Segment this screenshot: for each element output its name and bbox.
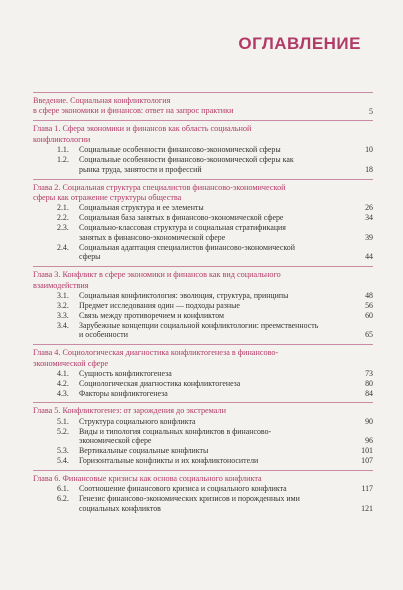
entry-number: 2.3. xyxy=(57,222,69,232)
toc-chapter xyxy=(33,403,373,470)
chapter-title: Глава 3. Конфликт в сфере экономики и финансов как вид социального xyxy=(33,270,281,280)
entry-title: Структура социального конфликта xyxy=(79,416,196,426)
toc-chapter xyxy=(33,121,373,178)
entry-title: Социальная база занятых в финансово-экономической сфере xyxy=(79,212,284,222)
toc-page-number: 26 xyxy=(365,202,373,212)
toc-entry xyxy=(33,504,373,514)
toc-entry xyxy=(33,369,373,379)
toc-page-number: 48 xyxy=(365,290,373,300)
toc-entry xyxy=(33,165,373,175)
entry-number: 3.4. xyxy=(57,320,69,330)
chapter-title: сферы как отражение структуры общества xyxy=(33,192,182,202)
toc-entry xyxy=(33,311,373,321)
chapter-title: Глава 2. Социальная структура специалистов финансово-экономической xyxy=(33,182,286,192)
entry-number: 2.4. xyxy=(57,242,69,252)
toc-page-number: 44 xyxy=(365,252,373,262)
entry-number: 6.1. xyxy=(57,484,69,494)
entry-title: Социальные особенности финансово-экономической сферы как xyxy=(79,154,294,164)
toc-entry xyxy=(33,446,373,456)
toc-page-number: 56 xyxy=(365,300,373,310)
toc-page-number: 34 xyxy=(365,212,373,222)
toc-page-number: 107 xyxy=(361,456,373,466)
entry-title: Соотношение финансового кризиса и социального конфликта xyxy=(79,484,287,494)
toc-page-number: 80 xyxy=(365,378,373,388)
entry-title: Факторы конфликтогенеза xyxy=(79,388,168,398)
toc-entry xyxy=(33,291,373,301)
entry-number: 4.1. xyxy=(57,368,69,378)
chapter-title: Глава 6. Финансовые кризисы как основа социального конфликта xyxy=(33,474,262,484)
toc-intro xyxy=(33,93,373,120)
entry-title: Виды и типология социальных конфликтов в финансово- xyxy=(79,426,272,436)
entry-number: 1.2. xyxy=(57,154,69,164)
toc-entry xyxy=(33,494,373,504)
toc-entry xyxy=(33,484,373,494)
toc-page-number: 5 xyxy=(369,107,373,117)
toc-entry xyxy=(33,456,373,466)
toc-intro-text: Введение. Социальная конфликтология xyxy=(33,96,171,105)
entry-title: Горизонтальные конфликты и их конфликтоносители xyxy=(79,456,259,466)
entry-title: занятых в финансово-экономической сфере xyxy=(79,232,226,242)
entry-title: Социальные особенности финансово-экономической сферы xyxy=(79,144,281,154)
toc-page-number: 65 xyxy=(365,330,373,340)
entry-number: 5.1. xyxy=(57,416,69,426)
entry-title: Сущность конфликтогенеза xyxy=(79,368,172,378)
entry-number: 5.3. xyxy=(57,446,69,456)
toc-page-number: 60 xyxy=(365,310,373,320)
toc-entry xyxy=(33,436,373,446)
entry-number: 3.1. xyxy=(57,290,69,300)
toc-chapter xyxy=(33,267,373,344)
toc-page-number: 18 xyxy=(365,164,373,174)
entry-title: экономической сфере xyxy=(79,436,152,446)
entry-title: Социальная структура и ее элементы xyxy=(79,202,204,212)
entry-title: Связь между противоречием и конфликтом xyxy=(79,310,225,320)
toc-entry xyxy=(33,213,373,223)
chapter-title: Глава 1. Сфера экономики и финансов как область социальной xyxy=(33,124,252,134)
chapter-title: взаимодействия xyxy=(33,280,89,290)
entry-title: сферы xyxy=(79,252,101,262)
chapter-title: Глава 5. Конфликтогенез: от зарождения до экстремали xyxy=(33,406,226,416)
toc-entry xyxy=(33,155,373,165)
toc-entry xyxy=(33,427,373,437)
toc-entry xyxy=(33,203,373,213)
entry-number: 4.2. xyxy=(57,378,69,388)
toc-intro-line xyxy=(33,96,373,106)
toc-page-number: 121 xyxy=(361,504,373,514)
entry-number: 2.2. xyxy=(57,212,69,222)
entry-title: Социальная конфликтология: эволюция, структура, принципы xyxy=(79,290,289,300)
toc-entry xyxy=(33,145,373,155)
entry-number: 5.4. xyxy=(57,456,69,466)
entry-number: 3.2. xyxy=(57,300,69,310)
toc-page-number: 84 xyxy=(365,388,373,398)
entry-title: социальных конфликтов xyxy=(79,504,161,514)
toc-entry xyxy=(33,321,373,331)
toc-page-number: 101 xyxy=(361,446,373,456)
entry-title: Предмет исследования один — подходы разные xyxy=(79,300,240,310)
toc-entry xyxy=(33,223,373,233)
entry-number: 2.1. xyxy=(57,202,69,212)
entry-title: Вертикальные социальные конфликты xyxy=(79,446,209,456)
entry-title: Социальная адаптация специалистов финансово-экономической xyxy=(79,242,295,252)
toc-page-number: 73 xyxy=(365,368,373,378)
entry-title: рынка труда, занятости и профессий xyxy=(79,164,202,174)
entry-number: 3.3. xyxy=(57,310,69,320)
entry-title: и особенности xyxy=(79,330,128,340)
toc-page-number: 117 xyxy=(361,484,373,494)
entry-number: 5.2. xyxy=(57,426,69,436)
toc-intro-line xyxy=(33,106,373,116)
entry-number: 1.1. xyxy=(57,144,69,154)
chapter-title: конфликтологии xyxy=(33,134,91,144)
toc-chapter xyxy=(33,471,373,518)
toc-entry xyxy=(33,233,373,243)
entry-title: Социологическая диагностика конфликтогенеза xyxy=(79,378,241,388)
entry-title: Социально-классовая структура и социальная стратификация xyxy=(79,222,286,232)
entry-number: 4.3. xyxy=(57,388,69,398)
entry-title: Генезис финансово-экономических кризисов и порожденных ими xyxy=(79,494,300,504)
toc-entry xyxy=(33,243,373,253)
toc-page-number: 10 xyxy=(365,144,373,154)
entry-title: Зарубежные концепции социальной конфликтологии: преемственность xyxy=(79,320,319,330)
chapter-title: экономической сфере xyxy=(33,358,109,368)
toc-entry xyxy=(33,379,373,389)
toc-chapter xyxy=(33,180,373,267)
toc-entry xyxy=(33,301,373,311)
toc-page-number: 96 xyxy=(365,436,373,446)
toc-chapter xyxy=(33,345,373,402)
toc-entry xyxy=(33,389,373,399)
chapter-title: Глава 4. Социологическая диагностика конфликтогенеза в финансово- xyxy=(33,348,279,358)
toc-entry xyxy=(33,417,373,427)
toc-entry xyxy=(33,330,373,340)
entry-number: 6.2. xyxy=(57,494,69,504)
toc-page-number: 90 xyxy=(365,416,373,426)
toc-intro-text: в сфере экономики и финансов: ответ на запрос практики xyxy=(33,106,234,116)
table-of-contents xyxy=(33,92,373,518)
page-title: ОГЛАВЛЕНИЕ xyxy=(238,34,361,53)
toc-entry xyxy=(33,252,373,262)
toc-page-number: 39 xyxy=(365,232,373,242)
